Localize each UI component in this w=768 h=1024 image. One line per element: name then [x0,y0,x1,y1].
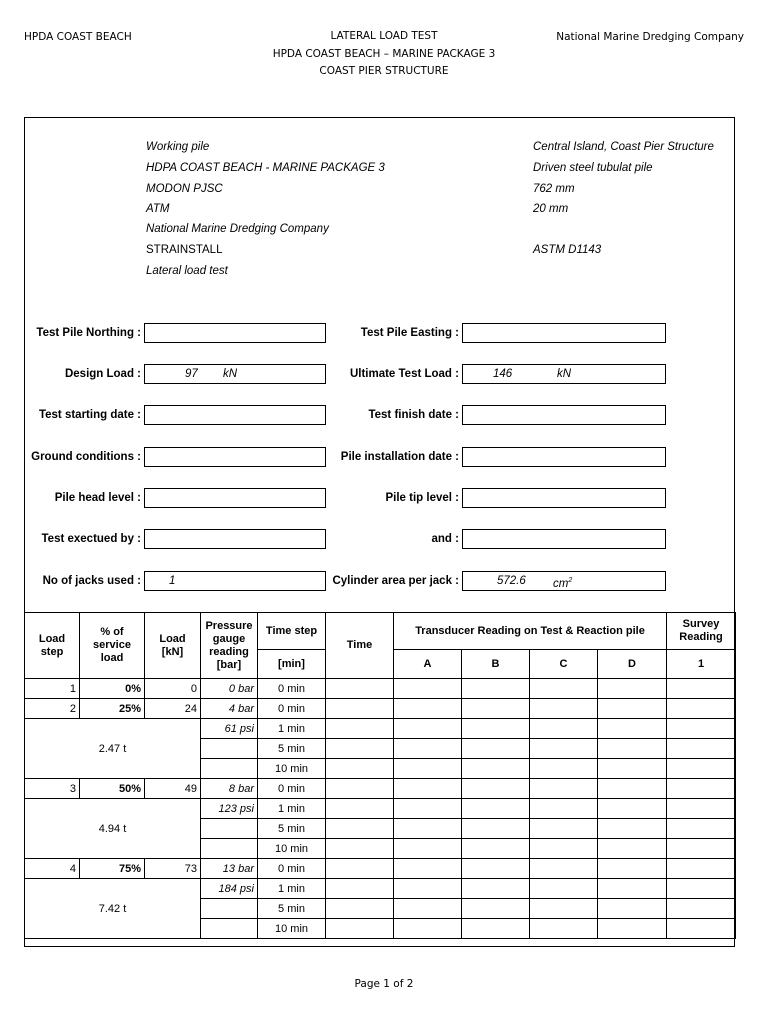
tip-level-label: Pile tip level : [385,492,459,504]
step-pressure: 0 bar [201,679,258,699]
reading-a[interactable] [394,779,462,799]
table-row [25,779,736,799]
step-number: 1 [25,679,80,699]
survey-reading[interactable] [667,819,736,839]
reading-c[interactable] [530,919,598,939]
col-header-pct: % of service load [80,613,145,679]
time-cell[interactable] [326,739,394,759]
col-header-survey: Survey Reading [667,613,736,650]
ultimate-load-value: 146 [493,368,513,380]
step-number: 2 [25,699,80,719]
time-cell[interactable] [326,919,394,939]
installation-date-field[interactable] [462,447,666,467]
reading-c[interactable] [530,739,598,759]
time-step: 5 min [258,739,326,759]
empty-cell [201,759,258,779]
title-line-2: HPDA COAST BEACH – MARINE PACKAGE 3 [272,47,496,60]
step-load: 24 [145,699,201,719]
step-pressure: 4 bar [201,699,258,719]
time-cell[interactable] [326,859,394,879]
step-psi: 61 psi [201,719,258,739]
info-value: ATM [146,203,170,215]
reading-a[interactable] [394,819,462,839]
ground-conditions-label: Ground conditions : [31,451,141,463]
survey-reading[interactable] [667,679,736,699]
northing-label: Test Pile Northing : [36,327,141,339]
time-cell[interactable] [326,719,394,739]
col-header-survey-1: 1 [667,650,736,679]
col-header-b: B [462,650,530,679]
ground-conditions-field[interactable] [144,447,326,467]
info-value: STRAINSTALL [146,244,223,256]
easting-field[interactable] [462,323,666,343]
step-tons: 7.42 t [25,879,201,939]
col-header-a: A [394,650,462,679]
reading-c[interactable] [530,719,598,739]
time-cell[interactable] [326,899,394,919]
reading-c[interactable] [530,879,598,899]
reading-c[interactable] [530,759,598,779]
time-cell[interactable] [326,799,394,819]
reading-b[interactable] [462,819,530,839]
ultimate-load-unit: kN [557,368,572,380]
reading-d[interactable] [598,739,667,759]
survey-reading[interactable] [667,779,736,799]
installation-date-label: Pile installation date : [340,451,459,463]
reading-d[interactable] [598,879,667,899]
step-load: 0 [145,679,201,699]
empty-cell [201,739,258,759]
empty-cell [201,839,258,859]
title-line-1: LATERAL LOAD TEST [330,30,438,42]
info-value: Lateral load test [146,265,228,277]
reading-a[interactable] [394,899,462,919]
load-test-table [24,612,736,939]
reading-c[interactable] [530,779,598,799]
reading-a[interactable] [394,739,462,759]
jacks-field[interactable] [144,571,326,591]
pile-head-level-label: Pile head level : [54,492,141,504]
reading-d[interactable] [598,699,667,719]
step-number: 3 [25,779,80,799]
reading-d[interactable] [598,719,667,739]
step-psi: 184 psi [201,879,258,899]
step-tons: 2.47 t [25,719,201,779]
cylinder-area-label: Cylinder area per jack : [332,575,459,587]
step-pct: 0% [80,679,145,699]
info-value: Driven steel tubulat pile [533,162,653,174]
executed-by-label: Test exectued by : [41,533,141,545]
table-row [25,699,736,719]
empty-cell [201,919,258,939]
executed-by-field[interactable] [144,529,326,549]
col-header-time-step: Time step [258,613,326,650]
reading-b[interactable] [462,799,530,819]
info-value: National Marine Dredging Company [146,223,329,235]
reading-b[interactable] [462,719,530,739]
survey-reading[interactable] [667,859,736,879]
reading-a[interactable] [394,879,462,899]
reading-d[interactable] [598,899,667,919]
time-cell[interactable] [326,699,394,719]
time-cell[interactable] [326,879,394,899]
start-date-field[interactable] [144,405,326,425]
reading-b[interactable] [462,859,530,879]
empty-cell [201,899,258,919]
empty-cell [201,819,258,839]
time-step: 5 min [258,819,326,839]
design-load-field[interactable] [144,364,326,384]
time-cell[interactable] [326,839,394,859]
and-field[interactable] [462,529,666,549]
northing-field[interactable] [144,323,326,343]
header-right: National Marine Dredging Company [556,31,744,43]
time-cell[interactable] [326,679,394,699]
reading-d[interactable] [598,779,667,799]
jacks-label: No of jacks used : [42,575,141,587]
ultimate-load-label: Ultimate Test Load : [349,368,459,380]
table-row [25,679,736,699]
easting-label: Test Pile Easting : [360,327,459,339]
reading-c[interactable] [530,859,598,879]
step-pct: 75% [80,859,145,879]
reading-c[interactable] [530,799,598,819]
survey-reading[interactable] [667,739,736,759]
time-step: 1 min [258,799,326,819]
table-row [25,879,736,899]
reading-c[interactable] [530,679,598,699]
document-title [200,28,568,81]
time-cell[interactable] [326,779,394,799]
reading-d[interactable] [598,679,667,699]
reading-a[interactable] [394,839,462,859]
title-line-3: COAST PIER STRUCTURE [319,65,449,77]
cylinder-area-unit: $cm^2$ [553,577,573,590]
start-date-label: Test starting date : [38,409,141,421]
time-cell[interactable] [326,819,394,839]
time-step: 1 min [258,879,326,899]
time-step: 10 min [258,839,326,859]
table-row [25,799,736,819]
info-value: HDPA COAST BEACH - MARINE PACKAGE 3 [146,162,385,174]
step-pct: 50% [80,779,145,799]
col-header-load: Load [kN] [145,613,201,679]
reading-d[interactable] [598,759,667,779]
survey-reading[interactable] [667,759,736,779]
time-step: 10 min [258,759,326,779]
step-load: 73 [145,859,201,879]
reading-d[interactable] [598,859,667,879]
tip-level-field[interactable] [462,488,666,508]
reading-b[interactable] [462,899,530,919]
design-load-value: 97 [185,368,198,380]
col-header-time: Time [326,613,394,679]
survey-reading[interactable] [667,879,736,899]
page-number: Page 1 of 2 [354,978,414,990]
time-cell[interactable] [326,759,394,779]
time-step: 0 min [258,859,326,879]
reading-b[interactable] [462,699,530,719]
time-step: 10 min [258,919,326,939]
col-header-load-step: Load step [25,613,80,679]
design-load-label: Design Load : [64,368,141,380]
info-value: MODON PJSC [146,183,223,195]
reading-a[interactable] [394,919,462,939]
reading-b[interactable] [462,779,530,799]
time-step: 0 min [258,699,326,719]
step-tons: 4.94 t [25,799,201,859]
survey-reading[interactable] [667,899,736,919]
reading-a[interactable] [394,699,462,719]
step-number: 4 [25,859,80,879]
reading-c[interactable] [530,819,598,839]
survey-reading[interactable] [667,799,736,819]
step-psi: 123 psi [201,799,258,819]
reading-d[interactable] [598,839,667,859]
info-value: ASTM D1143 [533,244,602,256]
reading-a[interactable] [394,759,462,779]
reading-c[interactable] [530,699,598,719]
info-value: Central Island, Coast Pier Structure [533,141,714,153]
ultimate-load-field[interactable] [462,364,666,384]
time-step: 0 min [258,779,326,799]
time-step: 1 min [258,719,326,739]
reading-a[interactable] [394,859,462,879]
col-header-time-step-unit: [min] [258,650,326,679]
reading-d[interactable] [598,819,667,839]
survey-reading[interactable] [667,719,736,739]
reading-d[interactable] [598,919,667,939]
reading-b[interactable] [462,739,530,759]
reading-c[interactable] [530,899,598,919]
reading-a[interactable] [394,679,462,699]
finish-date-field[interactable] [462,405,666,425]
pile-head-level-field[interactable] [144,488,326,508]
reading-b[interactable] [462,679,530,699]
reading-a[interactable] [394,719,462,739]
survey-reading[interactable] [667,699,736,719]
table-row [25,859,736,879]
finish-date-label: Test finish date : [368,409,459,421]
step-load: 49 [145,779,201,799]
design-load-unit: kN [223,368,238,380]
col-header-transducer: Transducer Reading on Test & Reaction pile [394,613,667,650]
jacks-value: 1 [169,575,176,587]
col-header-pressure: Pressure gauge reading [bar] [201,613,258,679]
cylinder-area-value: 572.6 [497,575,526,587]
reading-b[interactable] [462,879,530,899]
survey-reading[interactable] [667,919,736,939]
reading-b[interactable] [462,839,530,859]
col-header-d: D [598,650,667,679]
and-label: and : [431,533,459,545]
step-pressure: 13 bar [201,859,258,879]
time-step: 5 min [258,899,326,919]
reading-a[interactable] [394,799,462,819]
info-value: Working pile [146,141,210,153]
time-step: 0 min [258,679,326,699]
survey-reading[interactable] [667,839,736,859]
reading-b[interactable] [462,919,530,939]
info-value: 20 mm [533,203,569,215]
reading-d[interactable] [598,799,667,819]
reading-c[interactable] [530,839,598,859]
reading-b[interactable] [462,759,530,779]
table-row [25,719,736,739]
header-left: HPDA COAST BEACH [24,31,132,43]
col-header-c: C [530,650,598,679]
cylinder-area-field[interactable] [462,571,666,591]
info-value: 762 mm [533,183,575,195]
step-pct: 25% [80,699,145,719]
step-pressure: 8 bar [201,779,258,799]
